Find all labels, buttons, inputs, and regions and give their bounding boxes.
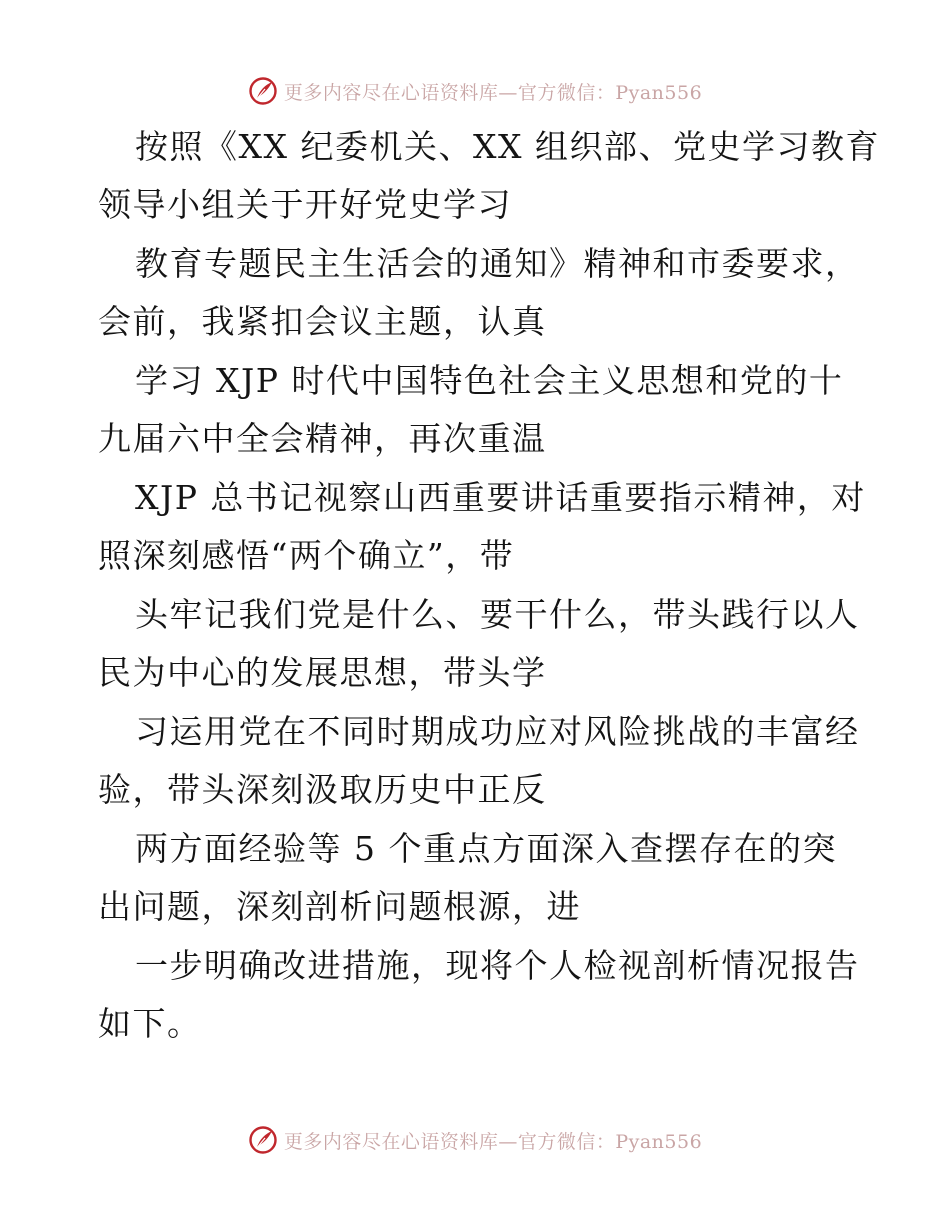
header-banner-content <box>248 76 702 106</box>
footer-banner <box>0 1120 950 1160</box>
paragraph-line: 教育专题民主生活会的通知》精神和市委要求， <box>135 244 860 283</box>
paragraph-line: 九届六中全会精神，再次重温 <box>98 419 547 458</box>
paragraph-line: 两方面经验等 5 个重点方面深入查摆存在的突 <box>135 829 837 868</box>
paragraph-line: 头牢记我们党是什么、要干什么，带头践行以人 <box>135 595 860 634</box>
header-banner <box>0 71 950 111</box>
paragraph-line: 照深刻感悟“两个确立”，带 <box>98 536 515 575</box>
paragraph-line: 如下。 <box>98 1004 202 1043</box>
paragraph-line: 验，带头深刻汲取历史中正反 <box>98 770 547 809</box>
paragraph-line: 习运用党在不同时期成功应对风险挑战的丰富经 <box>135 712 860 751</box>
feather-pen-logo-icon <box>248 1125 278 1155</box>
paragraph-line: 按照《XX 纪委机关、XX 组织部、党史学习教育 <box>135 127 880 166</box>
feather-pen-logo-icon <box>248 76 278 106</box>
paragraph-line: 民为中心的发展思想，带头学 <box>98 653 547 692</box>
paragraph-line: 领导小组关于开好党史学习 <box>98 185 512 224</box>
paragraph-line: 会前，我紧扣会议主题，认真 <box>98 302 547 341</box>
header-banner-text: 更多内容尽在心语资料库—官方微信：Pyan556 <box>283 81 703 104</box>
footer-banner-text: 更多内容尽在心语资料库—官方微信：Pyan556 <box>283 1130 703 1153</box>
paragraph-line: 出问题，深刻剖析问题根源，进 <box>98 887 581 926</box>
footer-banner-content <box>248 1125 702 1155</box>
paragraph-line: 一步明确改进措施，现将个人检视剖析情况报告 <box>135 946 860 985</box>
paragraph-line: 学习 XJP 时代中国特色社会主义思想和党的十 <box>135 361 844 400</box>
paragraph-line: XJP 总书记视察山西重要讲话重要指示精神，对 <box>135 478 866 517</box>
